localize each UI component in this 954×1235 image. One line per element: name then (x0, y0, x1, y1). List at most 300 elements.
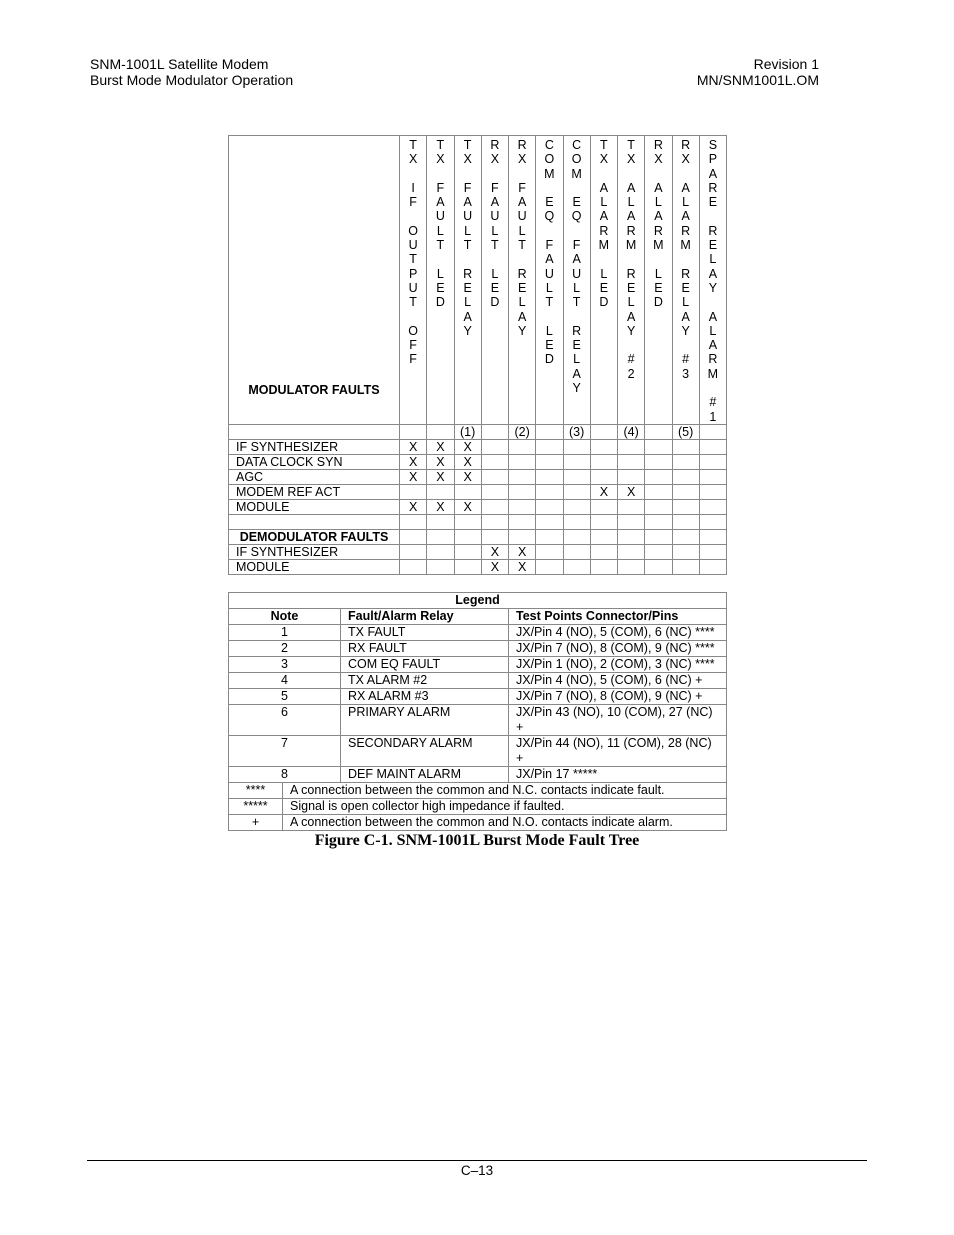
column-header-char: A (436, 195, 445, 210)
column-header-char: F (409, 352, 417, 367)
fault-mark (645, 514, 672, 529)
fault-mark (563, 469, 590, 484)
column-note (481, 424, 508, 439)
fault-mark (509, 469, 536, 484)
fault-mark (454, 514, 481, 529)
fault-mark: X (400, 454, 427, 469)
column-header-char: T (518, 238, 526, 253)
column-header-char (673, 252, 699, 266)
column-header-char: A (626, 309, 636, 324)
fault-mark (590, 454, 617, 469)
fault-mark: X (400, 499, 427, 514)
column-header-char: L (709, 252, 717, 267)
legend-row (229, 625, 727, 641)
fault-mark: X (481, 559, 508, 574)
demodulator-faults-heading: DEMODULATOR FAULTS (229, 529, 400, 544)
column-header-char: A (681, 180, 690, 195)
fault-row (229, 544, 727, 559)
fault-tree-table (228, 135, 727, 575)
column-note: (3) (563, 424, 590, 439)
column-header-char: U (408, 238, 418, 253)
column-header-char: A (654, 180, 663, 195)
column-header-char: L (491, 266, 499, 281)
fault-mark (590, 544, 617, 559)
fault-mark (454, 544, 481, 559)
legend-relay: RX FAULT (341, 641, 509, 657)
column-note: (4) (618, 424, 645, 439)
fault-mark (699, 454, 726, 469)
fault-mark (699, 544, 726, 559)
column-header-char: R (708, 352, 718, 367)
column-header-char: E (436, 280, 445, 295)
revision-label: Revision 1 (753, 56, 819, 72)
legend-footnote-row (229, 783, 727, 799)
fault-mark (427, 559, 454, 574)
column-header-char: O (571, 152, 582, 167)
fault-mark (509, 529, 536, 544)
fault-mark (563, 484, 590, 499)
column-header-char: M (544, 166, 555, 181)
fault-mark (618, 529, 645, 544)
footer-divider (87, 1160, 867, 1161)
column-header-char: E (654, 280, 663, 295)
column-header-char: D (653, 295, 663, 310)
fault-mark (563, 439, 590, 454)
column-header-char: X (490, 152, 500, 167)
column-header-char (536, 310, 562, 324)
column-header-char: R (653, 223, 663, 238)
fault-mark (481, 484, 508, 499)
column-header-char: X (626, 152, 636, 167)
column-header-char: M (707, 366, 719, 381)
column-header-char: A (572, 252, 581, 267)
fault-mark: X (400, 469, 427, 484)
fault-name: MODULE (229, 559, 400, 574)
column-header-char (509, 252, 535, 266)
legend-header-pins: Test Points Connector/Pins (509, 609, 727, 625)
fault-mark: X (400, 439, 427, 454)
fault-mark (699, 484, 726, 499)
column-header-char (645, 252, 671, 266)
fault-mark (481, 439, 508, 454)
column-header-char: R (517, 138, 527, 152)
fault-name (229, 514, 400, 529)
fault-name: AGC (229, 469, 400, 484)
fault-mark: X (481, 544, 508, 559)
fault-row (229, 529, 727, 544)
column-header-char (400, 209, 426, 223)
column-header-char: T (600, 138, 608, 152)
document-title: SNM-1001L Satellite Modem (90, 56, 269, 72)
column-header-char (400, 167, 426, 181)
fault-mark: X (427, 454, 454, 469)
column-header-char (564, 310, 590, 324)
legend-pins: JX/Pin 7 (NO), 8 (COM), 9 (NC) **** (509, 641, 727, 657)
column-header-char: Y (572, 381, 581, 396)
fault-mark (618, 544, 645, 559)
legend-pins: JX/Pin 4 (NO), 5 (COM), 6 (NC) **** (509, 625, 727, 641)
footnote-symbol: + (229, 815, 283, 831)
legend-relay: RX ALARM #3 (341, 689, 509, 705)
column-header-char: R (708, 223, 718, 238)
column-header-char: Y (463, 323, 472, 338)
fault-row (229, 439, 727, 454)
column-header-char: E (517, 280, 527, 295)
fault-mark (699, 559, 726, 574)
column-header-char: E (708, 195, 718, 210)
fault-mark (536, 544, 563, 559)
column-header-char: X (599, 152, 609, 167)
column-header-char: A (463, 195, 472, 210)
fault-mark (400, 559, 427, 574)
fault-mark (618, 514, 645, 529)
column-header-char: F (491, 180, 499, 195)
column-header-char: L (464, 295, 472, 310)
column-header-char: E (490, 280, 500, 295)
fault-mark (400, 514, 427, 529)
column-header-char (564, 181, 590, 195)
column-header-char: M (571, 166, 582, 181)
column-header-char: R (626, 223, 636, 238)
column-header-char: T (436, 238, 445, 253)
column-header-char: T (463, 238, 472, 253)
fault-mark: X (590, 484, 617, 499)
column-header-char: E (572, 195, 581, 210)
fault-mark: X (427, 439, 454, 454)
column-header-char (618, 252, 644, 266)
legend-relay: PRIMARY ALARM (341, 705, 509, 736)
fault-mark (645, 469, 672, 484)
column-header-char: 2 (627, 366, 635, 381)
legend-relay: COM EQ FAULT (341, 657, 509, 673)
fault-mark (645, 484, 672, 499)
fault-mark (645, 439, 672, 454)
column-header-char: # (627, 352, 635, 367)
column-header-char: L (709, 323, 717, 338)
legend-pins: JX/Pin 17 ***** (509, 767, 727, 783)
column-header-char: A (572, 366, 581, 381)
column-header-char: L (545, 280, 553, 295)
column-header-char (618, 338, 644, 352)
legend-note: 7 (229, 736, 341, 767)
legend-note: 6 (229, 705, 341, 736)
column-header-char: T (409, 295, 417, 310)
column-header-char: R (681, 223, 691, 238)
column-header-char: F (436, 180, 445, 195)
fault-table-note-row (229, 424, 727, 439)
fault-mark (699, 499, 726, 514)
column-header-char (482, 167, 508, 181)
fault-mark (427, 544, 454, 559)
column-header-char: F (545, 238, 554, 253)
legend-footnote-row (229, 815, 727, 831)
column-header-char (536, 181, 562, 195)
footnote-symbol: **** (229, 783, 283, 799)
legend-relay: TX FAULT (341, 625, 509, 641)
column-header-char: A (654, 209, 663, 224)
column-header (400, 136, 427, 425)
legend-note: 4 (229, 673, 341, 689)
column-header-char: D (544, 352, 554, 367)
fault-mark (427, 529, 454, 544)
column-header-char (427, 167, 453, 181)
column-header-char: Q (544, 209, 555, 224)
legend-pins: JX/Pin 1 (NO), 2 (COM), 3 (NC) **** (509, 657, 727, 673)
legend-relay: SECONDARY ALARM (341, 736, 509, 767)
legend-pins: JX/Pin 43 (NO), 10 (COM), 27 (NC) + (509, 705, 727, 736)
column-header-char: L (573, 352, 581, 367)
column-header-char: F (518, 180, 526, 195)
fault-mark (699, 439, 726, 454)
fault-table-header-row (229, 136, 727, 425)
fault-row (229, 454, 727, 469)
column-header-char: E (545, 195, 554, 210)
column-header-char: X (517, 152, 527, 167)
fault-mark (590, 469, 617, 484)
fault-mark (536, 514, 563, 529)
legend-row (229, 641, 727, 657)
legend-row (229, 689, 727, 705)
fault-mark: X (427, 469, 454, 484)
column-header-char: A (708, 309, 718, 324)
column-header-char (645, 167, 671, 181)
fault-name: IF SYNTHESIZER (229, 544, 400, 559)
legend-note: 8 (229, 767, 341, 783)
fault-mark (618, 499, 645, 514)
column-header-char: L (518, 295, 526, 310)
column-note: (5) (672, 424, 699, 439)
fault-mark: X (618, 484, 645, 499)
fault-row (229, 499, 727, 514)
fault-mark (536, 454, 563, 469)
fault-mark (563, 544, 590, 559)
column-header-char: R (517, 266, 527, 281)
fault-mark: X (454, 454, 481, 469)
fault-mark: X (427, 499, 454, 514)
fault-mark: X (454, 439, 481, 454)
column-header-char: E (463, 280, 472, 295)
column-header-char: F (409, 195, 417, 210)
fault-mark (672, 544, 699, 559)
fault-row (229, 484, 727, 499)
column-header-char: E (681, 280, 690, 295)
column-header-char: L (627, 295, 635, 310)
fault-mark (618, 439, 645, 454)
fault-mark (645, 499, 672, 514)
column-header-char: A (626, 209, 636, 224)
column-header-char: R (681, 266, 691, 281)
fault-mark (481, 454, 508, 469)
column-header (618, 136, 645, 425)
column-header-char (482, 252, 508, 266)
legend-relay: DEF MAINT ALARM (341, 767, 509, 783)
page-header-right (697, 56, 819, 88)
column-header-char: M (598, 238, 610, 253)
column-header-char: A (490, 195, 500, 210)
fault-mark (427, 514, 454, 529)
column-header-char: R (599, 223, 609, 238)
fault-mark: X (454, 499, 481, 514)
fault-row (229, 559, 727, 574)
fault-mark (672, 469, 699, 484)
legend-note: 3 (229, 657, 341, 673)
fault-mark (699, 529, 726, 544)
fault-mark (400, 529, 427, 544)
legend-row (229, 705, 727, 736)
fault-mark (481, 499, 508, 514)
column-header-char: P (408, 266, 418, 281)
figure-caption: Figure C-1. SNM-1001L Burst Mode Fault Tree (314, 832, 640, 849)
column-header (563, 136, 590, 425)
modulator-faults-heading: MODULATOR FAULTS (229, 136, 400, 425)
legend-title-row (229, 593, 727, 609)
column-header (536, 136, 563, 425)
column-header-char: L (491, 223, 499, 238)
column-header-char (400, 310, 426, 324)
fault-mark (590, 514, 617, 529)
column-header-char: T (627, 138, 635, 152)
fault-mark (672, 559, 699, 574)
column-header-char: C (572, 138, 582, 152)
fault-mark (481, 514, 508, 529)
column-header-char (591, 252, 617, 266)
fault-mark (400, 544, 427, 559)
footnote-symbol: ***** (229, 799, 283, 815)
fault-mark (672, 484, 699, 499)
column-header (509, 136, 536, 425)
fault-mark (645, 544, 672, 559)
column-header-char: A (708, 266, 718, 281)
column-header-char: T (491, 238, 499, 253)
column-header-char: A (599, 209, 609, 224)
column-header-char: M (653, 238, 664, 253)
column-header-char: M (680, 238, 691, 253)
page-header-left (90, 56, 293, 88)
fault-mark (672, 529, 699, 544)
column-header-char: Y (681, 323, 690, 338)
column-header-char: A (708, 166, 718, 181)
column-header-char: E (599, 280, 609, 295)
column-header-char: L (464, 223, 472, 238)
fault-mark (481, 469, 508, 484)
legend-pins: JX/Pin 7 (NO), 8 (COM), 9 (NC) + (509, 689, 727, 705)
column-header-char: O (544, 152, 555, 167)
column-header-char: L (654, 195, 662, 210)
column-header-char: Y (517, 323, 527, 338)
fault-mark (590, 529, 617, 544)
column-header-char: A (599, 180, 609, 195)
column-header-char: D (599, 295, 609, 310)
fault-mark (645, 529, 672, 544)
column-header-char: R (490, 138, 500, 152)
column-header-char: E (708, 238, 718, 253)
fault-mark: X (509, 544, 536, 559)
column-note: (2) (509, 424, 536, 439)
fault-mark (400, 484, 427, 499)
column-header-char: L (682, 295, 690, 310)
fault-mark (590, 559, 617, 574)
legend-note: 1 (229, 625, 341, 641)
legend-header-relay: Fault/Alarm Relay (341, 609, 509, 625)
column-header-char: L (654, 266, 662, 281)
column-header-char (700, 381, 726, 395)
fault-mark (509, 499, 536, 514)
fault-mark (590, 439, 617, 454)
column-header-char: X (463, 152, 472, 167)
fault-mark (645, 454, 672, 469)
column-header-char: O (408, 223, 418, 238)
column-header (481, 136, 508, 425)
column-header-char: X (408, 152, 418, 167)
section-title: Burst Mode Modulator Operation (90, 72, 294, 88)
footnote-text: A connection between the common and N.O. contacts indicate alarm. (283, 815, 727, 831)
fault-mark (699, 514, 726, 529)
legend-title: Legend (229, 593, 727, 609)
column-header-char: T (545, 295, 554, 310)
fault-mark (590, 499, 617, 514)
fault-mark (536, 529, 563, 544)
legend-pins: JX/Pin 44 (NO), 11 (COM), 28 (NC) + (509, 736, 727, 767)
fault-mark (672, 439, 699, 454)
column-header-char: L (545, 323, 553, 338)
fault-mark (509, 514, 536, 529)
fault-mark (536, 484, 563, 499)
legend-footnote-row (229, 799, 727, 815)
column-header-char: D (435, 295, 445, 310)
column-header-char: # (709, 395, 717, 410)
fault-name: DATA CLOCK SYN (229, 454, 400, 469)
legend-header-row (229, 609, 727, 625)
column-header-char: U (463, 209, 473, 224)
column-header (454, 136, 481, 425)
column-header-char (455, 252, 481, 266)
legend-row (229, 767, 727, 783)
column-header-char (700, 295, 726, 309)
fault-mark: X (454, 469, 481, 484)
column-header-char: P (708, 152, 718, 167)
column-header-char: X (681, 152, 690, 167)
column-header-char (536, 224, 562, 238)
fault-mark (563, 454, 590, 469)
column-header-char: L (436, 266, 444, 281)
column-header-char: X (654, 152, 663, 167)
legend-row (229, 673, 727, 689)
fault-mark (563, 559, 590, 574)
column-header-char: T (409, 252, 417, 267)
column-header-char: I (411, 180, 415, 195)
column-header-char: 1 (709, 409, 717, 424)
fault-mark (672, 499, 699, 514)
column-header-char: A (708, 338, 718, 353)
fault-mark (509, 484, 536, 499)
column-header-char (618, 167, 644, 181)
column-header-char: R (681, 138, 691, 152)
fault-mark (672, 514, 699, 529)
column-header-char: D (490, 295, 500, 310)
legend-row (229, 657, 727, 673)
column-header (672, 136, 699, 425)
fault-mark (427, 484, 454, 499)
fault-mark (618, 559, 645, 574)
column-header-char: U (517, 209, 527, 224)
column-header-char: E (572, 338, 581, 353)
column-header-char (700, 209, 726, 223)
legend-header-note: Note (229, 609, 341, 625)
footnote-text: A connection between the common and N.C. contacts indicate fault. (283, 783, 727, 799)
column-header (699, 136, 726, 425)
column-header-char: F (572, 238, 581, 253)
fault-mark: X (509, 559, 536, 574)
